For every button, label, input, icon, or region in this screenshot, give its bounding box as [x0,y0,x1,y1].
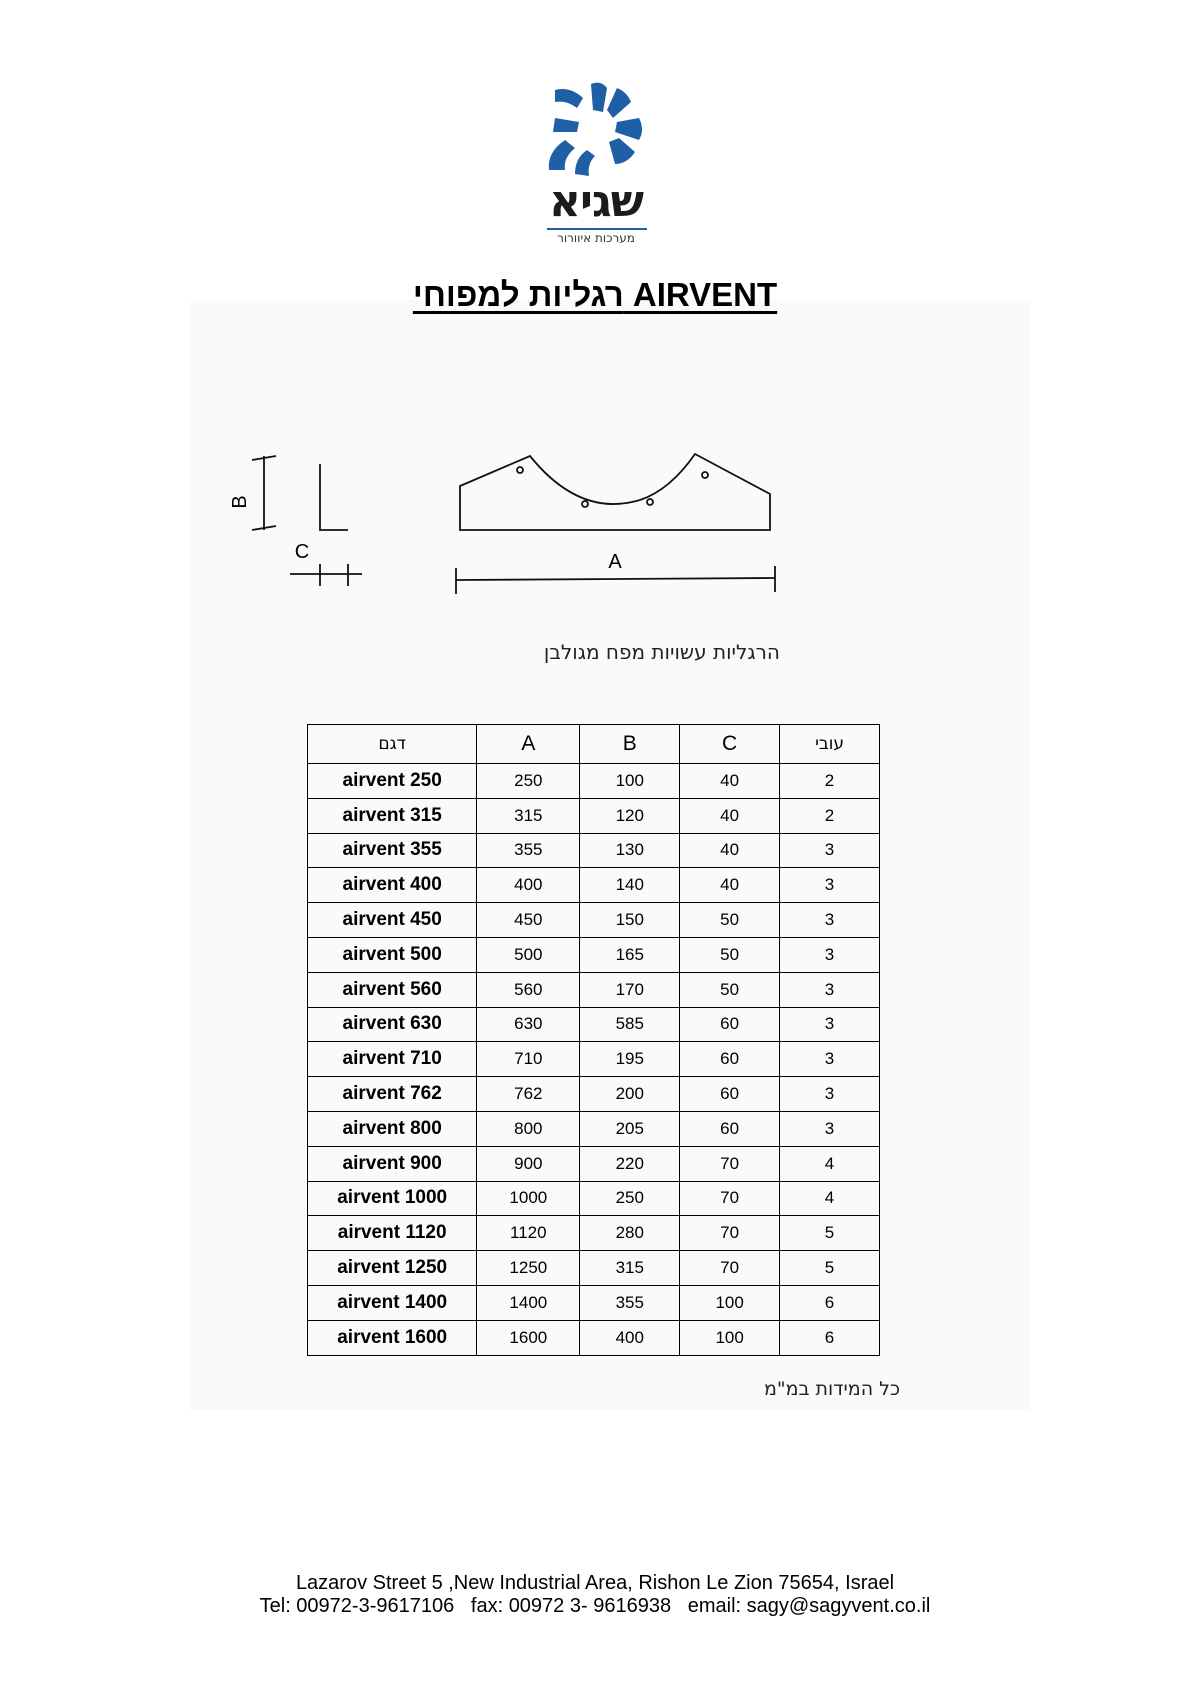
cell-a: 315 [477,798,580,833]
header-b: B [580,725,680,764]
cell-a: 800 [477,1111,580,1146]
table-row [308,1320,880,1355]
footer-address: Lazarov Street 5 ,New Industrial Area, Rishon Le Zion 75654, Israel [295,1572,895,1594]
cell-model: airvent 710 [308,1042,477,1077]
table-row [308,937,880,972]
cell-b: 170 [580,972,680,1007]
brand-wordmark: שגיא [548,176,643,227]
company-logo [535,78,665,258]
cell-a: 1600 [477,1320,580,1355]
cell-model: airvent 1000 [308,1181,477,1216]
cell-thickness: 3 [780,833,880,868]
cell-c: 60 [680,1042,780,1077]
cell-thickness: 3 [780,1007,880,1042]
header-c: C [680,725,780,764]
cell-thickness: 3 [780,972,880,1007]
cell-model: airvent 1600 [308,1320,477,1355]
cell-model: airvent 1120 [308,1216,477,1251]
table-row [308,1111,880,1146]
cell-b: 200 [580,1077,680,1112]
cell-model: airvent 630 [308,1007,477,1042]
cell-a: 355 [477,833,580,868]
page-title [0,276,1190,314]
cell-c: 60 [680,1077,780,1112]
table-row [308,1007,880,1042]
cell-a: 900 [477,1146,580,1181]
cell-thickness: 4 [780,1181,880,1216]
table-row [308,1181,880,1216]
header-model: דגם [308,725,477,764]
cell-model: airvent 900 [308,1146,477,1181]
brand-tagline: מערכות איוורור [557,231,635,245]
cell-b: 280 [580,1216,680,1251]
cell-a: 1400 [477,1285,580,1320]
cell-model: airvent 450 [308,903,477,938]
cell-c: 70 [680,1181,780,1216]
table-row [308,972,880,1007]
cell-c: 70 [680,1251,780,1286]
material-note: הרגליות עשויות מפח מגולבן [543,640,780,664]
cell-b: 355 [580,1285,680,1320]
table-row [308,1042,880,1077]
cell-b: 100 [580,764,680,799]
cell-thickness: 5 [780,1216,880,1251]
cell-model: airvent 400 [308,868,477,903]
cell-model: airvent 762 [308,1077,477,1112]
cell-a: 1120 [477,1216,580,1251]
table-row [308,798,880,833]
cell-model: airvent 800 [308,1111,477,1146]
cell-a: 1000 [477,1181,580,1216]
dimension-a-line [456,578,775,580]
table-header-row [308,725,880,764]
cell-a: 762 [477,1077,580,1112]
table-row [308,1077,880,1112]
cell-model: airvent 560 [308,972,477,1007]
cell-c: 40 [680,764,780,799]
page-title-text: רגליות למפוחי AIRVENT [412,276,778,313]
table-row [308,833,880,868]
cell-thickness: 2 [780,798,880,833]
header-thickness: עובי [780,725,880,764]
cell-c: 50 [680,937,780,972]
cell-model: airvent 1400 [308,1285,477,1320]
cell-b: 150 [580,903,680,938]
cell-thickness: 3 [780,903,880,938]
cell-a: 250 [477,764,580,799]
table-row [308,1251,880,1286]
cell-a: 1250 [477,1251,580,1286]
brand-underline [547,228,647,230]
footer-contact: Tel: 00972-3-9617106 fax: 00972 3- 9616938 email: sagy@sagyvent.co.il [259,1595,931,1617]
cell-c: 40 [680,868,780,903]
cell-thickness: 4 [780,1146,880,1181]
cell-thickness: 3 [780,937,880,972]
cell-c: 60 [680,1111,780,1146]
header-a: A [477,725,580,764]
cell-b: 400 [580,1320,680,1355]
cell-b: 195 [580,1042,680,1077]
cell-thickness: 6 [780,1285,880,1320]
dimension-b-label: B [229,495,251,509]
cell-b: 120 [580,798,680,833]
table-row [308,764,880,799]
cell-thickness: 3 [780,1077,880,1112]
cell-b: 140 [580,868,680,903]
cell-b: 165 [580,937,680,972]
cell-c: 50 [680,903,780,938]
dimension-a-label: A [608,551,622,573]
units-note: כל המידות במ"מ [763,1378,900,1400]
cell-b: 585 [580,1007,680,1042]
technical-drawing [220,430,820,610]
cell-c: 70 [680,1146,780,1181]
table-body [308,764,880,1356]
cell-model: airvent 315 [308,798,477,833]
fan-swirl-icon [535,78,665,188]
saddle-foot-shape [460,454,770,530]
cell-a: 560 [477,972,580,1007]
cell-b: 220 [580,1146,680,1181]
cell-thickness: 6 [780,1320,880,1355]
table-row [308,1285,880,1320]
cell-model: airvent 250 [308,764,477,799]
cell-model: airvent 1250 [308,1251,477,1286]
table-row [308,1146,880,1181]
cell-thickness: 3 [780,1042,880,1077]
l-profile-shape [320,464,348,530]
cell-a: 400 [477,868,580,903]
cell-c: 60 [680,1007,780,1042]
cell-c: 50 [680,972,780,1007]
cell-model: airvent 500 [308,937,477,972]
cell-thickness: 2 [780,764,880,799]
cell-c: 40 [680,833,780,868]
table-row [308,1216,880,1251]
cell-a: 710 [477,1042,580,1077]
cell-a: 450 [477,903,580,938]
cell-thickness: 5 [780,1251,880,1286]
cell-model: airvent 355 [308,833,477,868]
cell-b: 315 [580,1251,680,1286]
cell-thickness: 3 [780,868,880,903]
cell-a: 630 [477,1007,580,1042]
table-row [308,868,880,903]
cell-b: 250 [580,1181,680,1216]
cell-c: 70 [680,1216,780,1251]
dimensions-table [307,724,880,1356]
cell-c: 100 [680,1320,780,1355]
cell-thickness: 3 [780,1111,880,1146]
cell-c: 40 [680,798,780,833]
cell-b: 130 [580,833,680,868]
cell-a: 500 [477,937,580,972]
cell-c: 100 [680,1285,780,1320]
dimension-c-label: C [294,541,310,563]
cell-b: 205 [580,1111,680,1146]
table-row [308,903,880,938]
